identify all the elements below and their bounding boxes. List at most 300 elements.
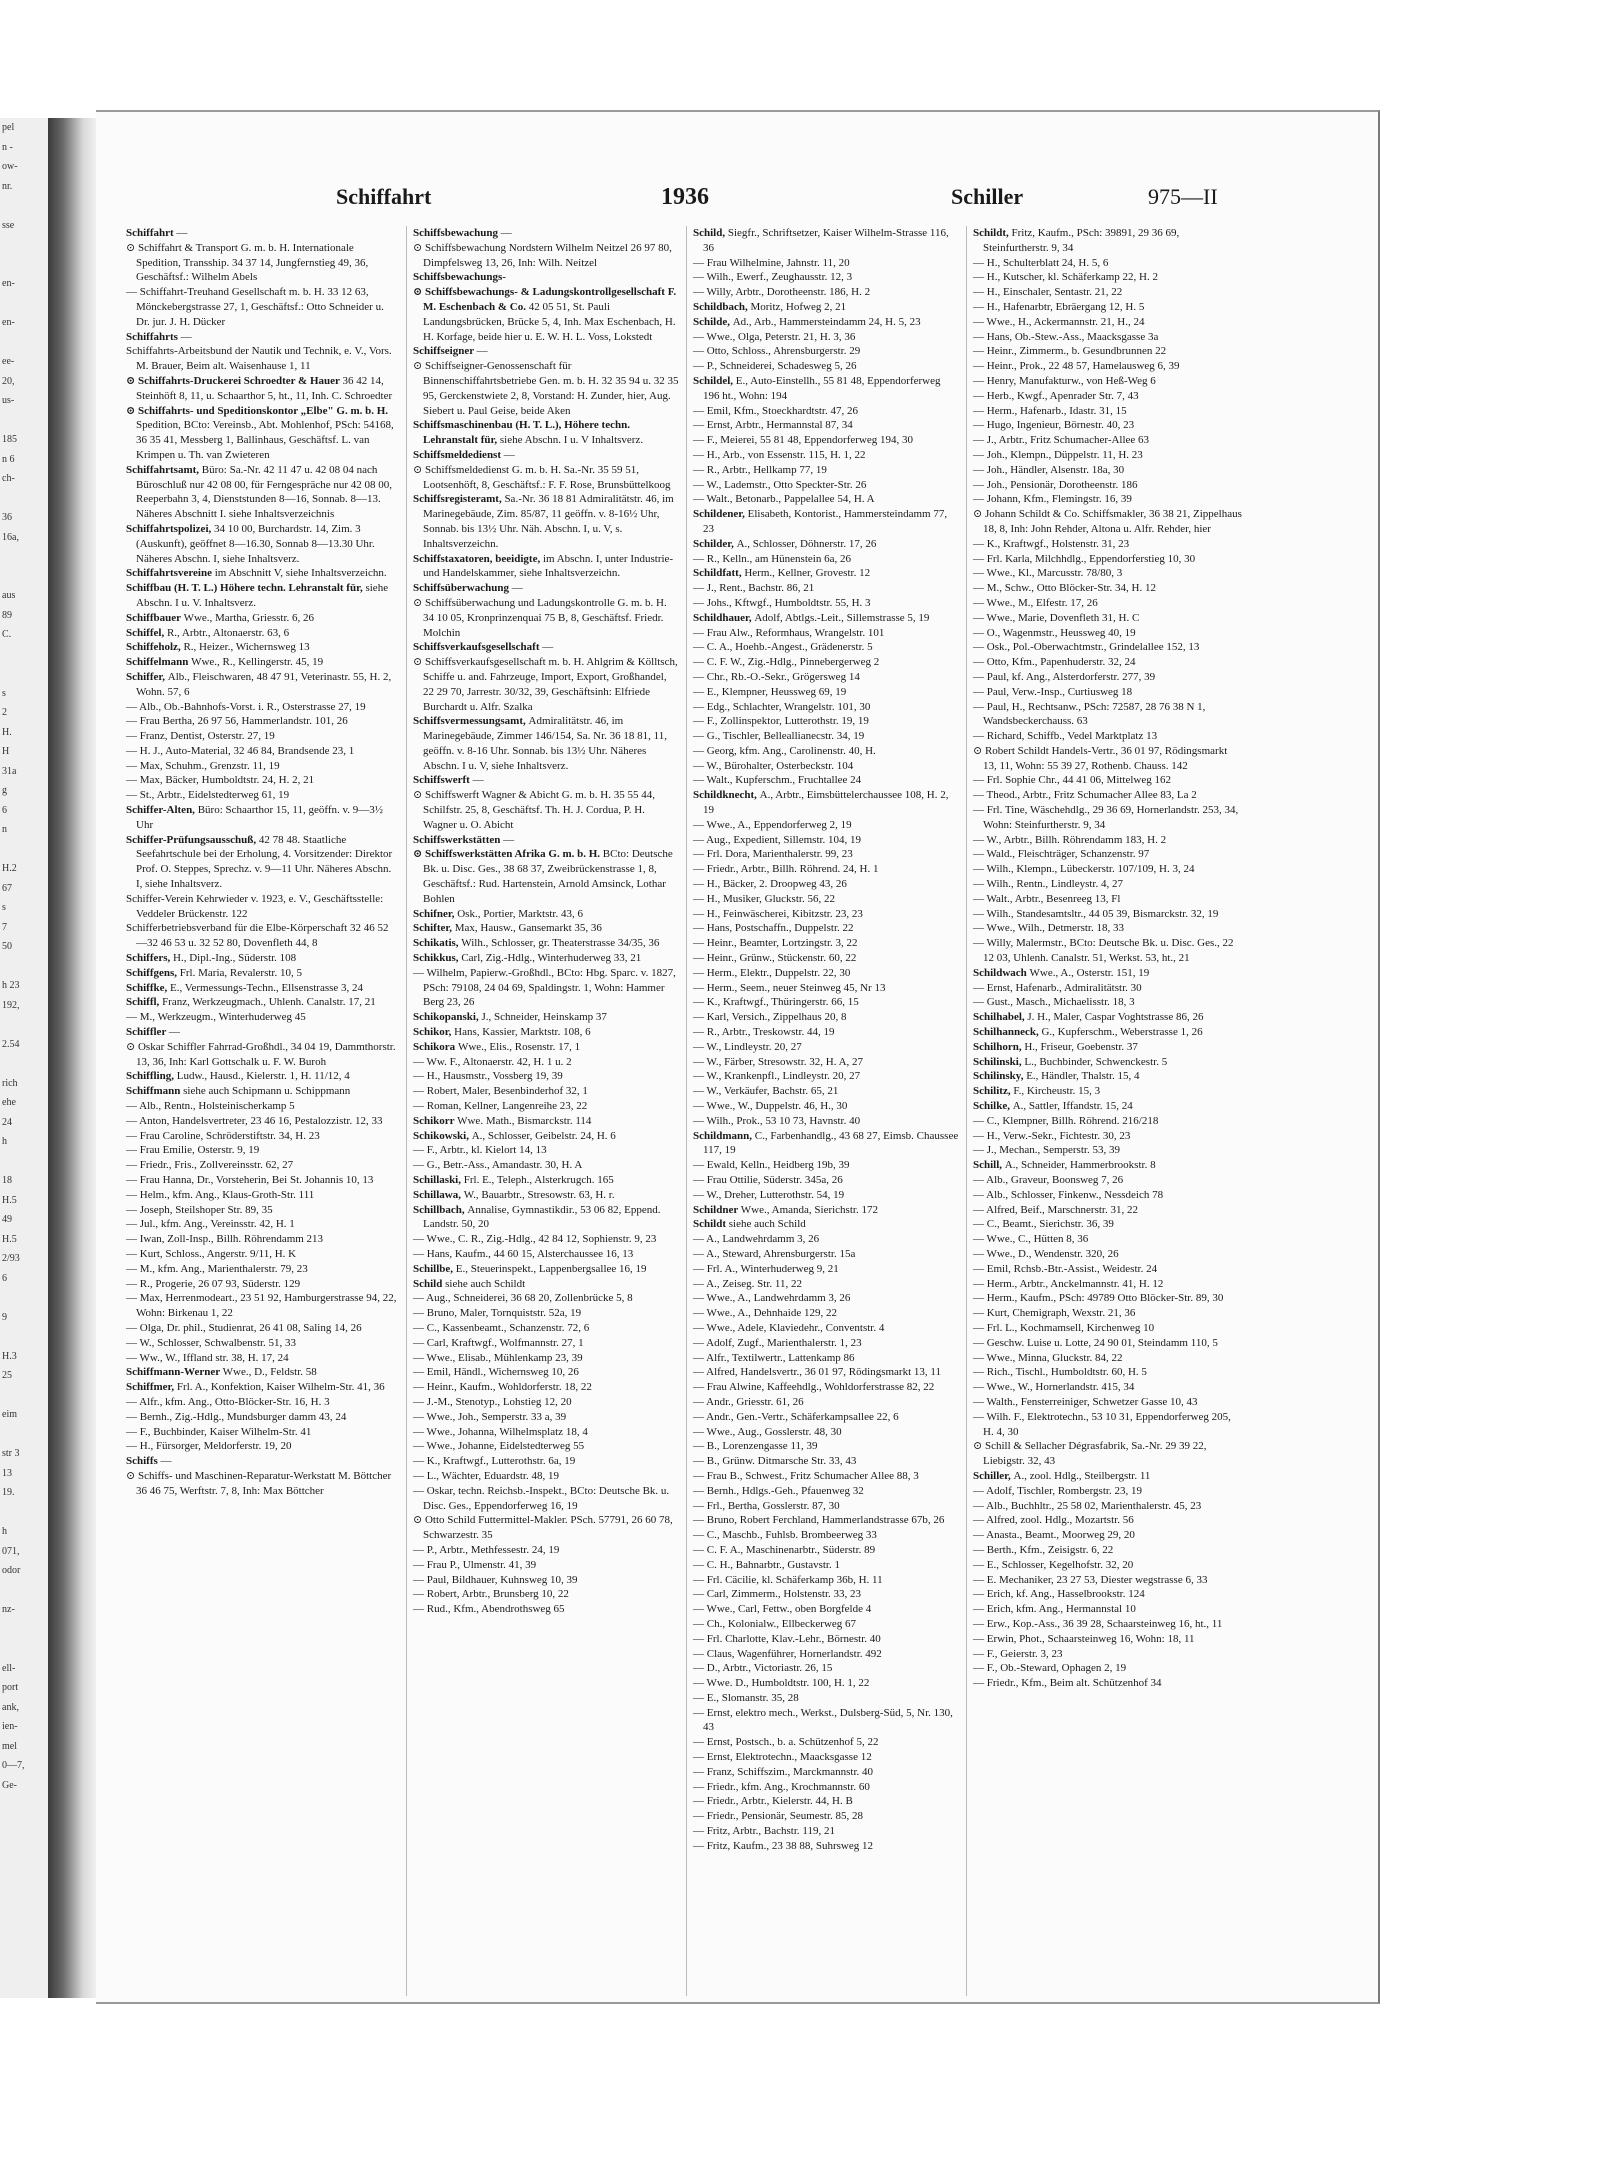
entry-surname: Schildner	[693, 1203, 741, 1216]
directory-entry	[973, 596, 1243, 611]
directory-entry	[693, 315, 959, 330]
directory-entry	[693, 995, 959, 1010]
entry-details: — Frau Alw., Reformhaus, Wrangelstr. 101	[693, 626, 885, 639]
adjacent-page-line: 6	[2, 804, 7, 816]
entry-details: ⊙ Johann Schildt & Co. Schiffsmakler, 36 38 21, Zippelhaus 18, 8, Inh: John Rehder, Altona u. Alfr. Rehder, hier	[973, 508, 1242, 535]
entry-surname: Schild	[413, 1277, 446, 1290]
entry-details: — K., Kraftwgf., Thüringerstr. 66, 15	[693, 996, 859, 1009]
directory-entry	[973, 1173, 1243, 1188]
directory-entry	[413, 1173, 679, 1188]
entry-details: — Alfr., kfm. Ang., Otto-Blöcker-Str. 16, H. 3	[126, 1395, 330, 1408]
directory-entry	[413, 1321, 679, 1336]
entry-details: — Wilh., Ewerf., Zeughausstr. 12, 3	[693, 271, 853, 284]
directory-entry	[126, 374, 398, 404]
adjacent-page-line: 67	[2, 882, 12, 894]
directory-entry	[126, 1262, 398, 1277]
entry-details: siehe Abschn. I u. V. Inhaltsverz.	[136, 582, 389, 609]
entry-details: — Frau Emilie, Osterstr. 9, 19	[126, 1144, 260, 1157]
entry-details: — Helm., kfm. Ang., Klaus-Groth-Str. 111	[126, 1188, 315, 1201]
directory-entry	[973, 492, 1243, 507]
entry-surname: Schildener,	[693, 508, 748, 521]
entry-details: — Frl. Tine, Wäschehdlg., 29 36 69, Hornerlandstr. 253, 34, Wohn: Steinfurtherstr. 9, 34	[973, 804, 1239, 831]
directory-entry	[126, 226, 398, 241]
directory-entry	[413, 714, 679, 773]
entry-details: — Heinr., Beamter, Lortzingstr. 3, 22	[693, 937, 858, 950]
entry-surname: Schiffsmeldedienst	[413, 448, 504, 461]
entry-details: — Willy, Malermstr., BCto: Deutsche Bk. u. Disc. Ges., 22 12 03, Uhlenh. Canalstr. 51, Werkst. 53, ht., 21	[973, 937, 1234, 965]
directory-entry	[126, 1277, 398, 1292]
entry-details: — Wwe., W., Duppelstr. 46, H., 30	[693, 1100, 848, 1113]
entry-details: — Frl. A., Winterhuderweg 9, 21	[693, 1262, 839, 1275]
directory-entry	[693, 1010, 959, 1025]
entry-details: Frl. A., Konfektion, Kaiser Wilhelm-Str. 41, 36	[176, 1381, 385, 1394]
entry-details: — Bernh., Zig.-Hdlg., Mundsburger damm 43, 24	[126, 1410, 347, 1423]
adjacent-page-line: h 23	[2, 980, 20, 991]
entry-details: — C. A., Hoehb.-Angest., Grädenerstr. 5	[693, 641, 873, 654]
directory-column-1	[126, 226, 398, 1996]
directory-entry	[693, 1839, 959, 1854]
directory-entry	[693, 1173, 959, 1188]
entry-details: — W., Lademstr., Otto Speckter-Str. 26	[693, 478, 867, 491]
entry-details: Schiffer-Verein Kehrwieder v. 1923, e. V., Geschäftsstelle: Veddeler Brückenstr. 122	[126, 892, 384, 920]
entry-details: R., Heizer., Wichernsweg 13	[183, 641, 310, 654]
directory-entry	[413, 1484, 679, 1514]
adjacent-page-line: h	[2, 1526, 7, 1537]
entry-details: — Wwe., Olga, Peterstr. 21, H. 3, 36	[693, 330, 856, 343]
directory-entry	[693, 1217, 959, 1232]
entry-details: A., Schlosser, Geibelstr. 24, H. 6	[471, 1129, 616, 1142]
entry-surname: ⊙ Schiffsbewachungs- & Ladungskontrollgesellschaft F. M. Eschenbach & Co.	[413, 286, 677, 313]
entry-details: — W., Dreher, Lutterothstr. 54, 19	[693, 1188, 845, 1201]
adjacent-page-line: ank,	[2, 1701, 19, 1713]
directory-entry	[693, 1691, 959, 1706]
directory-entry	[413, 1602, 679, 1617]
directory-entry	[693, 1735, 959, 1750]
entry-details: H., Dipl.-Ing., Süderstr. 108	[173, 952, 297, 965]
directory-entry	[693, 729, 959, 744]
directory-entry	[413, 1277, 679, 1292]
directory-entry	[126, 788, 398, 803]
entry-surname: Schikopanski,	[413, 1011, 482, 1024]
entry-details: — Aug., Expedient, Sillemstr. 104, 19	[693, 833, 862, 846]
directory-entry	[413, 773, 679, 788]
entry-details: — Frau Caroline, Schröderstiftstr. 34, H. 23	[126, 1129, 320, 1142]
entry-surname: Schiffmer,	[126, 1381, 177, 1394]
entry-details: — Claus, Wagenführer, Hornerlandstr. 492	[693, 1647, 882, 1660]
directory-entry	[126, 1380, 398, 1395]
entry-details: — C. F. A., Maschinenarbtr., Süderstr. 89	[693, 1543, 876, 1556]
directory-entry	[126, 1410, 398, 1425]
entry-details: 42 78 48. Staatliche Seefahrtschule bei der Erholung, 4. Vorsitzender: Direktor Prof. O. Steppes, Sprechz. v. 9—11 Uhr. Näheres Abschn. I, siehe Inhaltsverz.	[136, 833, 393, 891]
adjacent-page-line: ch-	[2, 473, 15, 484]
entry-details: ⊙ Oskar Schiffler Fahrrad-Großhdl., 34 04 19, Dammthorstr. 13, 36, Inh: Karl Gottschalk u. F. W. Buroh	[126, 1040, 396, 1068]
entry-details: — Oskar, techn. Reichsb.-Inspekt., BCto: Deutsche Bk. u. Disc. Ges., Eppendorferweg 16, 19	[413, 1484, 670, 1512]
adjacent-page-line: 0—7,	[2, 1760, 25, 1771]
directory-entry	[413, 1084, 679, 1099]
directory-entry	[413, 1395, 679, 1410]
directory-entry	[973, 566, 1243, 581]
entry-details: J. H., Maler, Caspar Voghtstrasse 86, 26	[1027, 1011, 1204, 1024]
entry-details: — C. F. W., Zig.-Hdlg., Pinnebergerweg 2	[693, 656, 880, 669]
directory-entry	[973, 847, 1243, 862]
entry-details: — M., Werkzeugm., Winterhuderweg 45	[126, 1011, 306, 1024]
adjacent-page-line: 13	[2, 1467, 12, 1479]
adjacent-page-line	[0, 1425, 48, 1445]
entry-surname: Schiffahrts	[126, 330, 181, 343]
entry-details: — Paul, kf. Ang., Alsterdorferstr. 277, 39	[973, 670, 1156, 683]
directory-entry	[413, 1055, 679, 1070]
adjacent-page-line: 192,	[2, 999, 20, 1011]
directory-entry	[973, 995, 1243, 1010]
entry-surname: Schiffelmann	[126, 656, 192, 669]
entry-details: — A., Steward, Ahrensburgerstr. 15a	[693, 1247, 856, 1260]
entry-details: — Bernh., Hdlgs.-Geh., Pfauenweg 32	[693, 1484, 864, 1497]
directory-entry	[973, 803, 1243, 833]
adjacent-page-line: 20,	[2, 375, 15, 387]
directory-entry	[973, 1528, 1243, 1543]
entry-details: Wwe., D., Feldstr. 58	[222, 1366, 317, 1379]
entry-details: — Otto, Schloss., Ahrensburgerstr. 29	[693, 345, 861, 358]
directory-entry	[126, 921, 398, 951]
entry-details: ⊙ Schiffswerft Wagner & Abicht G. m. b. H. 35 55 44, Schilfstr. 25, 8, Geschäftsf. Th. H. J. Cordua, P. H. Wagner u. O. Abicht	[413, 789, 655, 831]
entry-details: H., Friseur, Goebenstr. 37	[1024, 1040, 1138, 1053]
entry-details: — W., Bürohalter, Osterbeckstr. 104	[693, 759, 854, 772]
adjacent-page-line: H.3	[2, 1350, 17, 1362]
directory-entry	[973, 877, 1243, 892]
directory-entry	[413, 1291, 679, 1306]
entry-details: — Adolf, Tischler, Rombergstr. 23, 19	[973, 1484, 1142, 1497]
directory-entry	[693, 1321, 959, 1336]
directory-entry	[693, 330, 959, 345]
entry-details: — W., Färber, Stresowstr. 32, H. A, 27	[693, 1055, 864, 1068]
entry-surname: Schiffbauer	[126, 611, 184, 624]
directory-entry	[973, 626, 1243, 641]
entry-surname: Schifter,	[413, 922, 455, 935]
entry-details: — P., Schneiderei, Schadesweg 5, 26	[693, 360, 857, 373]
entry-surname: Schiffke,	[126, 981, 170, 994]
entry-details: — Frau Bertha, 26 97 56, Hammerlandstr. 101, 26	[126, 715, 348, 728]
entry-surname: Schill,	[973, 1159, 1005, 1172]
adjacent-page-line	[0, 489, 48, 509]
entry-surname: Schildhauer,	[693, 611, 755, 624]
directory-entry	[126, 1203, 398, 1218]
entry-details: — Joh., Klempn., Düppelstr. 11, H. 23	[973, 448, 1143, 461]
entry-details: — K., Kraftwgf., Lutterothstr. 6a, 19	[413, 1455, 576, 1468]
entry-details: — C., Beamt., Sierichstr. 36, 39	[973, 1218, 1114, 1231]
directory-entry	[126, 1143, 398, 1158]
adjacent-page-line: h	[2, 1136, 7, 1147]
entry-surname: Schiffsverkaufsgesellschaft	[413, 641, 543, 654]
directory-entry	[413, 285, 679, 344]
entry-details: E., Vermessungs-Techn., Ellsenstrasse 3, 24	[170, 981, 364, 994]
adjacent-page-line: sse	[2, 219, 15, 231]
entry-surname: Schiffmann	[126, 1085, 184, 1098]
directory-entry	[973, 1558, 1243, 1573]
entry-details: — Walt., Kupferschm., Fruchtallee 24	[693, 774, 862, 787]
entry-surname: Schiffeholz,	[126, 641, 184, 654]
entry-details: E., Auto-Einstellh., 55 81 48, Eppendorferweg 196 ht., Wohn: 194	[703, 374, 941, 402]
directory-entry	[413, 1188, 679, 1203]
entry-details: —	[472, 774, 484, 787]
directory-entry	[973, 1069, 1243, 1084]
entry-surname: Schillbach,	[413, 1203, 468, 1216]
entry-details: —	[542, 641, 554, 654]
directory-entry	[973, 1143, 1243, 1158]
directory-entry	[413, 966, 679, 1010]
directory-entry	[413, 655, 679, 714]
entry-details: — H., Feinwäscherei, Kibitzstr. 23, 23	[693, 907, 863, 920]
directory-entry	[413, 936, 679, 951]
adjacent-page-line: nr.	[2, 180, 13, 192]
directory-entry	[413, 1380, 679, 1395]
directory-entry	[413, 492, 679, 551]
entry-surname: Schilhabel,	[973, 1011, 1028, 1024]
entry-surname: Schillbe,	[413, 1262, 456, 1275]
entry-surname: Schiffswerft	[413, 774, 473, 787]
directory-entry	[973, 1217, 1243, 1232]
directory-entry	[973, 1661, 1243, 1676]
directory-entry	[973, 966, 1243, 981]
entry-surname: Schikkus,	[413, 952, 462, 965]
directory-entry	[693, 463, 959, 478]
entry-details: — Alb., Graveur, Boonsweg 7, 26	[973, 1174, 1124, 1186]
adjacent-page-line: H.2	[2, 863, 17, 874]
adjacent-page-line: ow-	[2, 161, 18, 172]
entry-details: — Wilh., Rentn., Lindleystr. 4, 27	[973, 878, 1123, 891]
entry-details: — Roman, Kellner, Langenreihe 23, 22	[413, 1100, 588, 1113]
directory-entry	[973, 1499, 1243, 1514]
entry-details: — J.-M., Stenotyp., Lohstieg 12, 20	[413, 1395, 572, 1408]
entry-details: 36 42 14, Steinhöft 8, 11, u. Schaarthor 5, ht., 11, Inh. C. Schroedter	[136, 374, 393, 402]
directory-entry	[973, 359, 1243, 374]
entry-surname: Schiffl,	[126, 996, 163, 1009]
entry-details: — Ernst, elektro mech., Werkst., Dulsberg-Süd, 5, Nr. 130, 43	[693, 1706, 953, 1734]
entry-details: — Frl. Sophie Chr., 44 41 06, Mittelweg 162	[973, 774, 1171, 787]
adjacent-page-line: 89	[2, 609, 12, 621]
entry-surname: Schikatis,	[413, 937, 462, 950]
entry-surname: Schilinski,	[973, 1055, 1025, 1068]
directory-entry	[973, 1232, 1243, 1247]
directory-entry	[973, 1573, 1243, 1588]
directory-column-3	[686, 226, 959, 1996]
entry-details: — H. J., Auto-Material, 32 46 84, Brandsende 23, 1	[126, 744, 355, 757]
entry-details: — Alb., Buchhltr., 25 58 02, Marienthalerstr. 45, 23	[973, 1499, 1202, 1512]
entry-details: Wwe., Elis., Rosenstr. 17, 1	[457, 1040, 581, 1053]
directory-entry	[693, 1351, 959, 1366]
adjacent-page-line: 6	[2, 1272, 7, 1284]
entry-details: — Otto, Kfm., Papenhuderstr. 32, 24	[973, 656, 1136, 669]
entry-details: Wwe. Math., Bismarckstr. 114	[457, 1114, 592, 1127]
adjacent-page-line: mel	[2, 1740, 17, 1752]
entry-details: — W., Verkäufer, Bachstr. 65, 21	[693, 1085, 839, 1098]
directory-entry	[693, 1513, 959, 1528]
directory-entry	[126, 1099, 398, 1114]
entry-details: — Georg, kfm. Ang., Carolinenstr. 40, H.	[693, 744, 876, 757]
entry-details: — Wilh., Klempn., Lübeckerstr. 107/109, H. 3, 24	[973, 863, 1195, 876]
adjacent-page-line	[0, 235, 48, 255]
adjacent-page-line: 9	[2, 1311, 7, 1323]
directory-entry	[693, 1277, 959, 1292]
entry-details: — Wwe., Marie, Dovenfleth 31, H. C	[973, 611, 1140, 624]
entry-details: — G., Tischler, Belleallianecstr. 34, 19	[693, 730, 865, 743]
directory-entry	[693, 1084, 959, 1099]
directory-entry	[413, 788, 679, 832]
directory-entry	[413, 581, 679, 596]
adjacent-page-line: 2.54	[2, 1038, 20, 1050]
entry-details: — B., Lorenzengasse 11, 39	[693, 1440, 818, 1453]
entry-surname: Schilhorn,	[973, 1040, 1025, 1053]
directory-entry	[693, 1765, 959, 1780]
directory-entry	[973, 226, 1243, 256]
entry-details: — Joh., Pensionär, Dorotheenstr. 186	[973, 478, 1138, 491]
directory-entry	[413, 1099, 679, 1114]
entry-details: Hans, Kassier, Marktstr. 108, 6	[454, 1026, 591, 1039]
entry-surname: Schikor,	[413, 1026, 455, 1039]
entry-details: — W., Arbtr., Billh. Röhrendamm 183, H. 2	[973, 833, 1167, 846]
entry-details: — Friedr., Arbtr., Kielerstr. 44, H. B	[693, 1795, 853, 1808]
entry-surname: ⊙ Schiffahrts-Druckerei Schroedter & Hauer	[126, 374, 343, 387]
directory-entry	[693, 714, 959, 729]
entry-details: A., zool. Hdlg., Steilbergstr. 11	[1013, 1469, 1151, 1482]
entry-details: — Herm., Arbtr., Anckelmannstr. 41, H. 12	[973, 1277, 1164, 1290]
entry-details: — Olga, Dr. phil., Studienrat, 26 41 08, Saling 14, 26	[126, 1321, 362, 1334]
entry-details: Spedition, BCto: Vereinsb., Abt. Mohlenhof, PSch: 54168, 36 35 41, Messberg 1, Ballinhaus, Geschäftsf. L. van Krimpen u. Th. van Zwieteren	[136, 419, 394, 461]
entry-details: — F., Ob.-Steward, Ophagen 2, 19	[973, 1662, 1127, 1675]
entry-details: Elisabeth, Kontorist., Hammersteindamm 77, 23	[703, 508, 948, 535]
entry-details: — Anasta., Beamt., Moorweg 29, 20	[973, 1529, 1135, 1542]
directory-entry	[693, 1780, 959, 1795]
entry-details: ⊙ Robert Schildt Handels-Vertr., 36 01 97, Rödingsmarkt 13, 11, Wohn: 55 39 27, Rothenb. Chauss. 142	[973, 744, 1228, 772]
directory-entry	[413, 1247, 679, 1262]
entry-details: — Heinr., Grünw., Stückenstr. 60, 22	[693, 952, 857, 965]
entry-details: — F., Buchbinder, Kaiser Wilhelm-Str. 41	[126, 1425, 312, 1438]
entry-details: — Bruno, Robert Ferchland, Hammerlandstrasse 67b, 26	[693, 1514, 945, 1527]
directory-entry	[693, 1617, 959, 1632]
entry-details: — Erwin, Phot., Schaarsteinweg 16, Wohn: 18, 11	[973, 1632, 1195, 1645]
entry-surname: Schildfatt,	[693, 567, 745, 580]
entry-details: — Ww. F., Altonaerstr. 42, H. 1 u. 2	[413, 1055, 572, 1068]
entry-surname: Schild,	[693, 227, 728, 239]
adjacent-page-line: 24	[2, 1116, 12, 1128]
adjacent-page-line	[0, 1386, 48, 1406]
directory-entry	[693, 1425, 959, 1440]
entry-details: — Ernst, Arbtr., Hermannstal 87, 34	[693, 419, 853, 432]
entry-details: — Paul, Verw.-Insp., Curtiusweg 18	[973, 685, 1133, 698]
directory-entry	[973, 1291, 1243, 1306]
directory-entry	[973, 655, 1243, 670]
entry-details: im Abschn. I, unter Industrie- und Handelskammer, siehe Inhaltsverzeichn.	[423, 552, 674, 580]
directory-entry	[126, 1439, 398, 1454]
directory-entry	[973, 1129, 1243, 1144]
adjacent-page-line	[0, 1015, 48, 1035]
entry-details: — M., Schw., Otto Blöcker-Str. 34, H. 12	[973, 582, 1157, 595]
adjacent-page-line: ell-	[2, 1662, 16, 1674]
directory-entry	[693, 744, 959, 759]
entry-details: — H., Kutscher, kl. Schäferkamp 22, H. 2	[973, 271, 1158, 284]
adjacent-page-line: 49	[2, 1214, 12, 1225]
entry-details: — K., Kraftwgf., Holstenstr. 31, 23	[973, 537, 1130, 550]
directory-entry	[693, 537, 959, 552]
entry-details: ⊙ Schill & Sellacher Dégrasfabrik, Sa.-Nr. 29 39 22, Liebigstr. 32, 43	[973, 1440, 1207, 1468]
adjacent-page-line: 2/93	[2, 1253, 20, 1264]
directory-entry	[413, 907, 679, 922]
adjacent-page-line: 19.	[2, 1487, 15, 1498]
adjacent-page-line: 2	[2, 707, 7, 718]
directory-entry	[973, 1484, 1243, 1499]
entry-details: — Max, Herrenmodeart., 23 51 92, Hamburgerstrasse 94, 22, Wohn: Birkenau 1, 22	[126, 1292, 397, 1320]
entry-details: — Hans, Ob.-Stew.-Ass., Maacksgasse 3a	[973, 330, 1159, 343]
entry-details: — Richard, Schiffb., Vedel Marktplatz 13	[973, 730, 1158, 743]
directory-entry	[693, 1454, 959, 1469]
adjacent-page-line: ien-	[2, 1721, 18, 1732]
entry-details: — Wwe., Carl, Fettw., oben Borgfelde 4	[693, 1603, 872, 1616]
entry-details: —	[176, 227, 188, 239]
entry-details: — Frau Wilhelmine, Jahnstr. 11, 20	[693, 256, 850, 269]
directory-entry	[693, 1809, 959, 1824]
directory-entry	[413, 226, 679, 241]
directory-entry	[126, 330, 398, 345]
entry-surname: Schikorr	[413, 1114, 458, 1127]
directory-entry	[693, 256, 959, 271]
entry-details: Franz, Werkzeugmach., Uhlenh. Canalstr. 17, 21	[162, 996, 376, 1009]
entry-details: — Emil, Kfm., Stoeckhardtstr. 47, 26	[693, 404, 858, 417]
directory-entry	[126, 1365, 398, 1380]
directory-entry	[413, 1203, 679, 1233]
directory-entry	[973, 907, 1243, 922]
entry-details: — Adolf, Zugf., Marienthalerstr. 1, 23	[693, 1336, 862, 1349]
adjacent-page-line: eim	[2, 1409, 17, 1420]
entry-details: siehe Abschn. I u. V Inhaltsverz.	[499, 434, 644, 447]
directory-entry	[413, 1262, 679, 1277]
directory-entry	[973, 1395, 1243, 1410]
entry-details: Schiffahrts-Arbeitsbund der Nautik und Technik, e. V., Vors. M. Brauer, Beim alt. Waisenhause 1, 11	[126, 345, 392, 373]
entry-details: — Wwe., A., Eppendorferweg 2, 19	[693, 818, 852, 831]
entry-details: — Joh., Händler, Alsenstr. 18a, 30	[973, 463, 1125, 476]
directory-entry	[126, 966, 398, 981]
entry-details: Siegfr., Schriftsetzer, Kaiser Wilhelm-Strasse 116, 36	[703, 227, 949, 254]
directory-entry	[973, 1587, 1243, 1602]
adjacent-page-line: C.	[2, 629, 12, 640]
entry-surname: ⊙ Schiffswerkstätten Afrika G. m. b. H.	[413, 848, 603, 861]
entry-details: — Franz, Schiffszim., Marckmannstr. 40	[693, 1765, 874, 1778]
entry-details: — Alb., Ob.-Bahnhofs-Vorst. i. R., Osterstrasse 27, 19	[126, 700, 366, 713]
directory-entry	[126, 1291, 398, 1321]
entry-details: — Alfred, Handelsvertr., 36 01 97, Rödingsmarkt 13, 11	[693, 1366, 941, 1379]
directory-entry	[126, 1010, 398, 1025]
directory-entry	[126, 1040, 398, 1070]
directory-entry	[693, 1069, 959, 1084]
directory-entry	[693, 1750, 959, 1765]
directory-entry	[973, 1469, 1243, 1484]
directory-column-2	[406, 226, 679, 1996]
entry-surname: Schilhanneck,	[973, 1026, 1042, 1039]
entry-surname: Schildmann,	[693, 1129, 755, 1142]
entry-surname: Schiffsmaschinenbau (H. T. L.), Höhere techn. Lehranstalt für,	[413, 419, 630, 447]
entry-details: — Wwe., Wilh., Detmerstr. 18, 33	[973, 922, 1124, 935]
entry-details: — Bruno, Maler, Tornquiststr. 52a, 19	[413, 1307, 582, 1320]
directory-entry	[693, 788, 959, 818]
entry-details: — Jul., kfm. Ang., Vereinsstr. 42, H. 1	[126, 1218, 295, 1231]
directory-entry	[973, 936, 1243, 966]
directory-entry	[693, 226, 959, 256]
directory-entry	[973, 1439, 1243, 1469]
entry-details: — H., Hafenarbtr, Ebräergang 12, H. 5	[973, 300, 1145, 313]
entry-details: — E., Slomanstr. 35, 28	[693, 1691, 799, 1704]
entry-details: — R., Kelln., am Hünenstein 6a, 26	[693, 552, 851, 565]
directory-entry	[973, 1203, 1243, 1218]
entry-details: — Alb., Schlosser, Finkenw., Nessdeich 78	[973, 1188, 1164, 1201]
adjacent-page-line: 185	[2, 434, 17, 445]
